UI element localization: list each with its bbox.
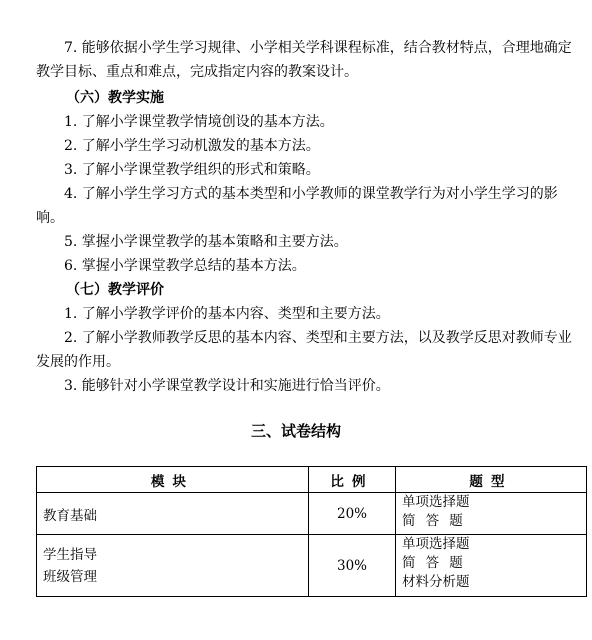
exam-structure-table: [36, 466, 587, 597]
section-6-heading: （六）教学实施: [66, 90, 164, 106]
section-6-item-1: 1. 了解小学课堂教学情境创设的基本方法。: [64, 114, 334, 130]
paragraph-item-7: 7. 能够依据小学生学习规律、小学相关学科课程标准，结合教材特点，合理地确定教学目标、重点和难点，完成指定内容的教案设计。: [36, 40, 572, 80]
question-type: 单项选择题: [402, 494, 470, 510]
header-question-type: 题型: [396, 467, 587, 493]
module-cell: [37, 535, 309, 597]
question-type: 简答题: [402, 513, 473, 529]
section-6-item-2: 2. 了解小学生学习动机激发的基本方法。: [64, 138, 320, 154]
question-type: 单项选择题: [402, 536, 470, 552]
section-7-item-1: 1. 了解小学教学评价的基本内容、类型和主要方法。: [64, 306, 390, 322]
section-7-heading: （七）教学评价: [66, 282, 164, 298]
part-3-title: 三、试卷结构: [250, 422, 341, 440]
header-module: 模块: [37, 467, 309, 493]
module-name: 班级管理: [43, 568, 97, 585]
section-6-item-4: 4. 了解小学生学习方式的基本类型和小学教师的课堂教学行为对小学生学习的影响。: [36, 186, 558, 226]
table-row: [37, 535, 587, 597]
table-row: [37, 493, 587, 535]
question-type-cell: [396, 535, 587, 597]
section-7-item-2: 2. 了解小学教师教学反思的基本内容、类型和主要方法，以及教学反思对教师专业发展的作用。: [36, 330, 572, 370]
table-header-row: [37, 467, 587, 493]
section-7-item-3: 3. 能够针对小学课堂教学设计和实施进行恰当评价。: [64, 378, 390, 394]
question-type: 材料分析题: [402, 574, 470, 590]
header-ratio: 比例: [309, 467, 396, 493]
question-type-cell: [396, 493, 587, 535]
module-cell: [37, 493, 309, 535]
section-6-item-6: 6. 掌握小学课堂教学总结的基本方法。: [64, 258, 306, 274]
ratio-cell: 30%: [309, 535, 396, 597]
section-6-item-3: 3. 了解小学课堂教学组织的形式和策略。: [64, 162, 320, 178]
module-name: 学生指导: [43, 546, 97, 563]
module-name: 教育基础: [43, 507, 97, 524]
ratio-cell: 20%: [309, 493, 396, 535]
section-6-item-5: 5. 掌握小学课堂教学的基本策略和主要方法。: [64, 234, 348, 250]
question-type: 简答题: [402, 555, 473, 571]
